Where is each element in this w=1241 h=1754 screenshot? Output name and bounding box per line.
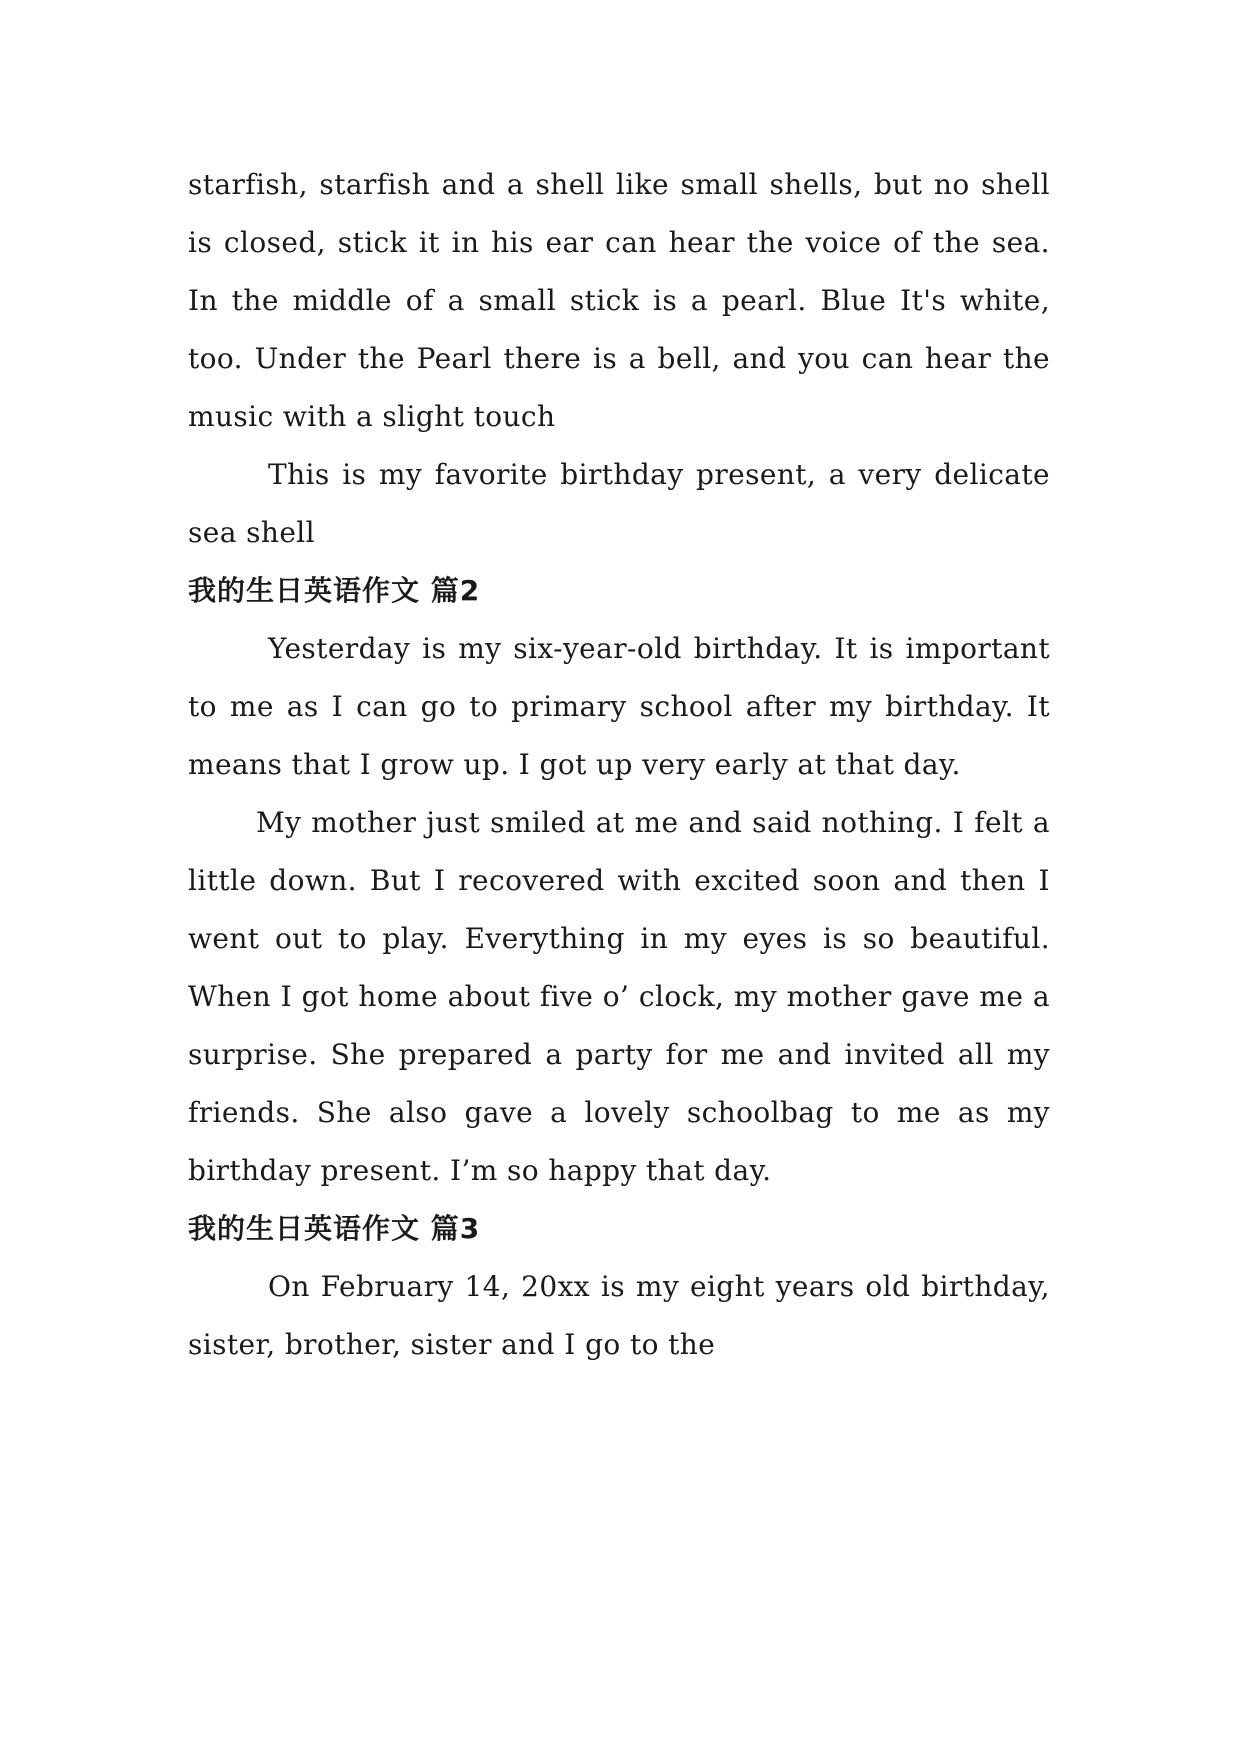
- paragraph-six-year-old-birthday: Yesterday is my six-year-old birthday. It is important to me as I can go to primary school after my birthday. It means that I grow up. I got up very early at that day.: [188, 632, 1050, 781]
- section-heading-essay-2: 我的生日英语作文 篇2: [188, 574, 481, 607]
- section-heading-essay-3: 我的生日英语作文 篇3: [188, 1212, 481, 1245]
- paragraph-favorite-present: This is my favorite birthday present, a very delicate sea shell: [188, 458, 1050, 549]
- paragraph-mother-surprise: My mother just smiled at me and said nothing. I felt a little down. But I recovered with excited soon and then I went out to play. Everything in my eyes is so beautiful. When I got home about five o’ clock, my mother gave me a surprise. She prepared a party for me and invited all my friends. She also gave a lovely schoolbag to me as my birthday present. I’m so happy that day.: [188, 806, 1050, 1187]
- paragraph-seashell-description: starfish, starfish and a shell like small shells, but no shell is closed, stick it in his ear can hear the voice of the sea. In the middle of a small stick is a pearl. Blue It's white, too. Under the Pearl there is a bell, and you can hear the music with a slight touch: [188, 168, 1050, 433]
- paragraph-eight-years-old-birthday: On February 14, 20xx is my eight years old birthday, sister, brother, sister and I go to the: [188, 1270, 1050, 1361]
- document-page: [188, 156, 1050, 1374]
